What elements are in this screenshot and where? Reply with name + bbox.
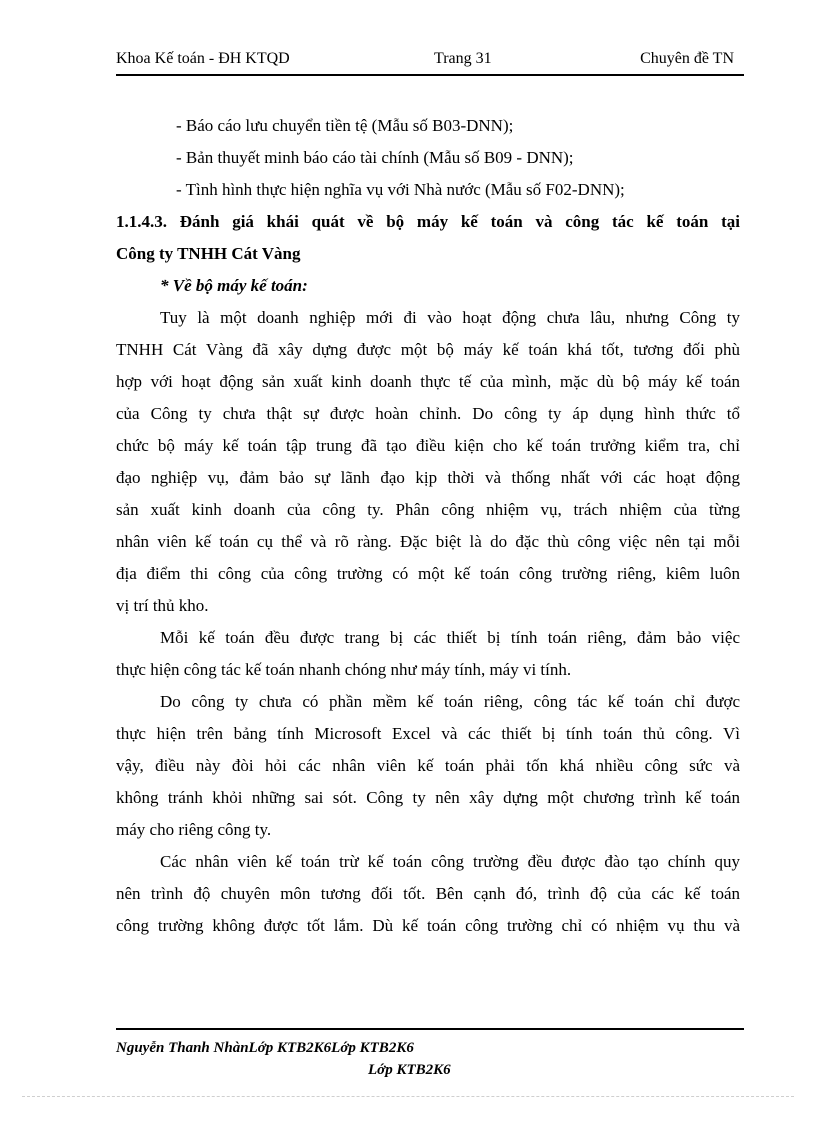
document-body — [116, 110, 740, 942]
subheading: * Về bộ máy kế toán: — [160, 276, 308, 295]
paragraph-line: đạo nghiệp vụ, đảm bảo sự lãnh đạo kịp thời và thống nhất với các hoạt động — [116, 468, 740, 487]
page-bottom-divider — [22, 1096, 794, 1097]
list-item: - Tình hình thực hiện nghĩa vụ với Nhà nước (Mẫu số F02-DNN); — [176, 180, 625, 199]
header-page-number: Trang 31 — [434, 50, 492, 67]
list-item: - Báo cáo lưu chuyển tiền tệ (Mẫu số B03-DNN); — [176, 116, 514, 135]
paragraph-line: nên trình độ chuyên môn tương đối tốt. Bên cạnh đó, trình độ của các kế toán — [116, 884, 740, 903]
paragraph-line: hợp với hoạt động sản xuất kinh doanh thực tế của mình, mặc dù bộ máy kế toán — [116, 372, 740, 391]
paragraph-line: Tuy là một doanh nghiệp mới đi vào hoạt động chưa lâu, nhưng Công ty — [160, 308, 740, 327]
paragraph-line: máy cho riêng công ty. — [116, 820, 272, 839]
paragraph-line: của Công ty chưa thật sự được hoàn chỉnh. Do công ty áp dụng hình thức tổ — [116, 404, 740, 423]
page-header — [116, 48, 744, 76]
paragraph — [116, 302, 740, 622]
footer-author: Nguyễn Thanh NhànLớp KTB2K6Lớp KTB2K6 — [116, 1040, 414, 1056]
paragraph-line: vậy, điều này đòi hỏi các nhân viên kế toán phải tốn khá nhiều công sức và — [116, 756, 740, 775]
section-heading-line-2: Công ty TNHH Cát Vàng — [116, 244, 301, 263]
paragraph-line: thực hiện công tác kế toán nhanh chóng như máy tính, máy vi tính. — [116, 660, 572, 679]
paragraph-line: thực hiện trên bảng tính Microsoft Excel và các thiết bị tính toán thủ công. Vì — [116, 724, 740, 743]
paragraph-line: Các nhân viên kế toán trừ kế toán công trường đều được đào tạo chính quy — [160, 852, 740, 871]
paragraph — [116, 846, 740, 942]
paragraph-line: sản xuất kinh doanh của công ty. Phân công nhiệm vụ, trách nhiệm của từng — [116, 500, 740, 519]
paragraph — [116, 622, 740, 686]
paragraph-line: công trường không được tốt lắm. Dù kế toán công trường chỉ có nhiệm vụ thu và — [116, 916, 740, 935]
paragraph-line: nhân viên kế toán cụ thể và rõ ràng. Đặc biệt là do đặc thù công việc nên tại mỗi — [116, 532, 740, 551]
paragraph-line: vị trí thủ kho. — [116, 596, 209, 615]
paragraph-line: TNHH Cát Vàng đã xây dựng được một bộ máy kế toán khá tốt, tương đối phù — [116, 340, 740, 359]
paragraph-line: Mỗi kế toán đều được trang bị các thiết bị tính toán riêng, đảm bảo việc — [160, 628, 740, 647]
section-heading-line-1: 1.1.4.3. Đánh giá khái quát về bộ máy kế toán và công tác kế toán tại — [116, 212, 740, 231]
paragraph-line: địa điểm thi công của công trường có một kế toán công trường riêng, kiêm luôn — [116, 564, 740, 583]
paragraph — [116, 686, 740, 846]
header-topic: Chuyên đề TN — [640, 50, 734, 67]
paragraph-line: chức bộ máy kế toán tập trung đã tạo điều kiện cho kế toán trưởng kiểm tra, chỉ — [116, 436, 740, 455]
footer-class: Lớp KTB2K6 — [368, 1062, 451, 1078]
header-faculty: Khoa Kế toán - ĐH KTQD — [116, 50, 290, 67]
paragraph-line: Do công ty chưa có phần mềm kế toán riêng, công tác kế toán chỉ được — [160, 692, 740, 711]
list-item: - Bản thuyết minh báo cáo tài chính (Mẫu số B09 - DNN); — [176, 148, 574, 167]
page-footer — [116, 1028, 744, 1078]
paragraph-line: không tránh khỏi những sai sót. Công ty nên xây dựng một chương trình kế toán — [116, 788, 740, 807]
